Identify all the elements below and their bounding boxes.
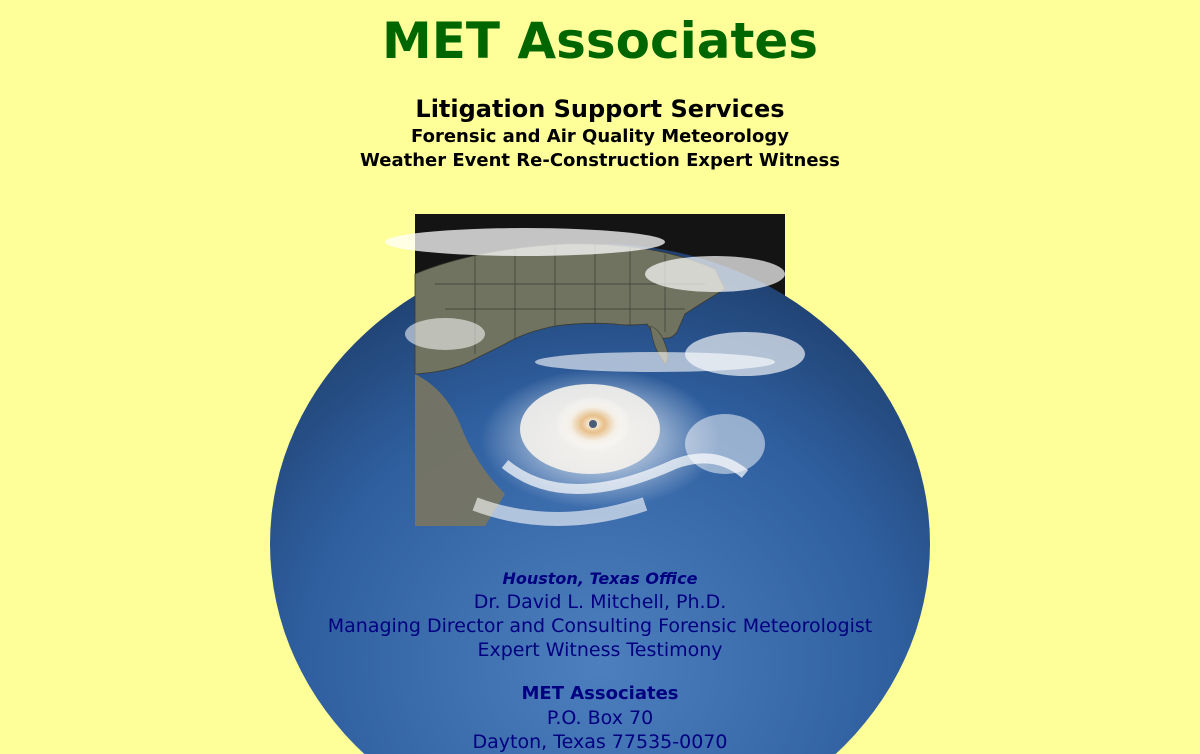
- hurricane-satellite-image: [415, 214, 785, 526]
- contact-name: Dr. David L. Mitchell, Ph.D.: [473, 591, 727, 613]
- city-line: Dayton, Texas 77535-0070: [472, 731, 728, 753]
- company-name: MET Associates: [521, 683, 679, 704]
- services-heading: Litigation Support Services: [415, 95, 785, 123]
- po-box: P.O. Box 70: [546, 707, 654, 729]
- contact-specialty: Expert Witness Testimony: [477, 639, 723, 661]
- site-title: MET Associates: [381, 12, 819, 70]
- services-line-forensic: Forensic and Air Quality Meteorology: [411, 126, 789, 147]
- office-label: Houston, Texas Office: [502, 569, 698, 588]
- services-line-expert-witness: Weather Event Re-Construction Expert Witness: [360, 150, 840, 171]
- contact-role: Managing Director and Consulting Forensic Meteorologist: [327, 615, 873, 637]
